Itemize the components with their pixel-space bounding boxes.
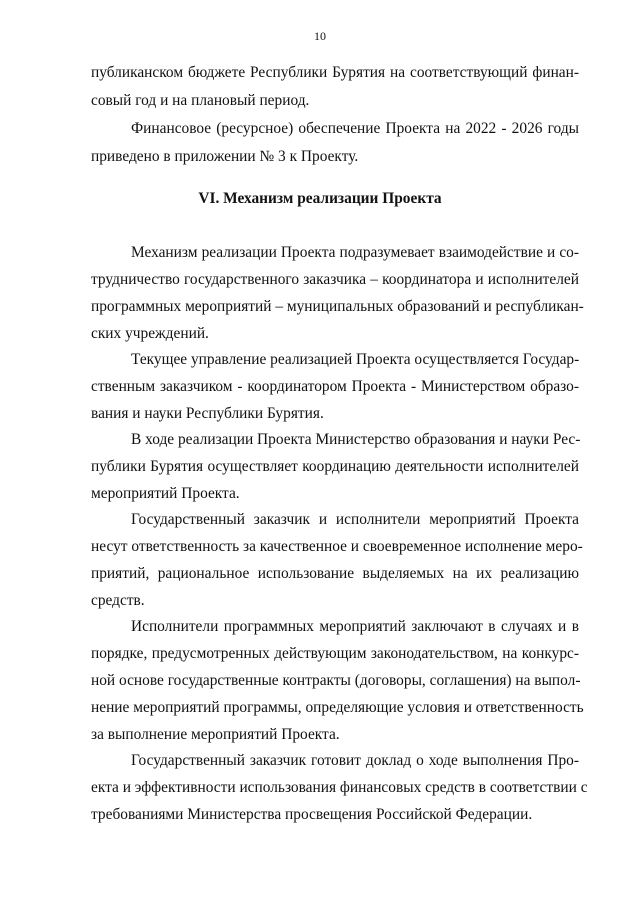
body-line: требованиями Министерства просвещения Российской Федерации.	[91, 806, 533, 823]
body-line: ственным заказчиком - координатором Проекта - Министерством образо-	[91, 378, 579, 395]
body-line: Текущее управление реализацией Проекта осуществляется Государ-	[131, 351, 580, 368]
body-line: Государственный заказчик и исполнители мероприятий Проекта	[131, 511, 579, 528]
body-line: В ходе реализации Проекта Министерство образования и науки Рес-	[131, 431, 581, 448]
body-line: программных мероприятий – муниципальных образований и республикан-	[91, 298, 584, 315]
body-line: средств.	[91, 592, 145, 609]
body-line: публики Бурятия осуществляет координацию деятельности исполнителей	[91, 458, 579, 475]
body-line: порядке, предусмотренных действующим законодательством, на конкурс-	[91, 645, 579, 662]
body-line: нение мероприятий программы, определяющие условия и ответственность	[91, 699, 584, 716]
body-line: за выполнение мероприятий Проекта.	[91, 726, 340, 743]
body-line: ной основе государственные контракты (договоры, соглашения) на выпол-	[91, 672, 581, 689]
body-line: Механизм реализации Проекта подразумевает взаимодействие и со-	[131, 244, 579, 261]
body-line: приятий, рациональное использование выделяемых на их реализацию	[91, 565, 579, 582]
body-line: екта и эффективности использования финансовых средств в соответствии с	[91, 779, 588, 796]
section-heading: VI. Механизм реализации Проекта	[198, 190, 442, 207]
body-line: приведено в приложении № 3 к Проекту.	[91, 148, 359, 165]
body-line: публиканском бюджете Республики Бурятия на соответствующий финан-	[91, 64, 579, 81]
page-number: 10	[314, 29, 326, 43]
body-line: ских учреждений.	[91, 325, 209, 342]
body-line: трудничество государственного заказчика – координатора и исполнителей	[91, 271, 579, 288]
body-line: Финансовое (ресурсное) обеспечение Проекта на 2022 - 2026 годы	[131, 120, 579, 137]
body-line: совый год и на плановый период.	[91, 92, 310, 109]
body-line: вания и науки Республики Бурятия.	[91, 405, 324, 422]
body-line: мероприятий Проекта.	[91, 485, 240, 502]
body-line: Государственный заказчик готовит доклад о ходе выполнения Про-	[131, 752, 579, 769]
body-line: несут ответственность за качественное и своевременное исполнение меро-	[91, 538, 583, 555]
body-line: Исполнители программных мероприятий заключают в случаях и в	[131, 618, 579, 635]
